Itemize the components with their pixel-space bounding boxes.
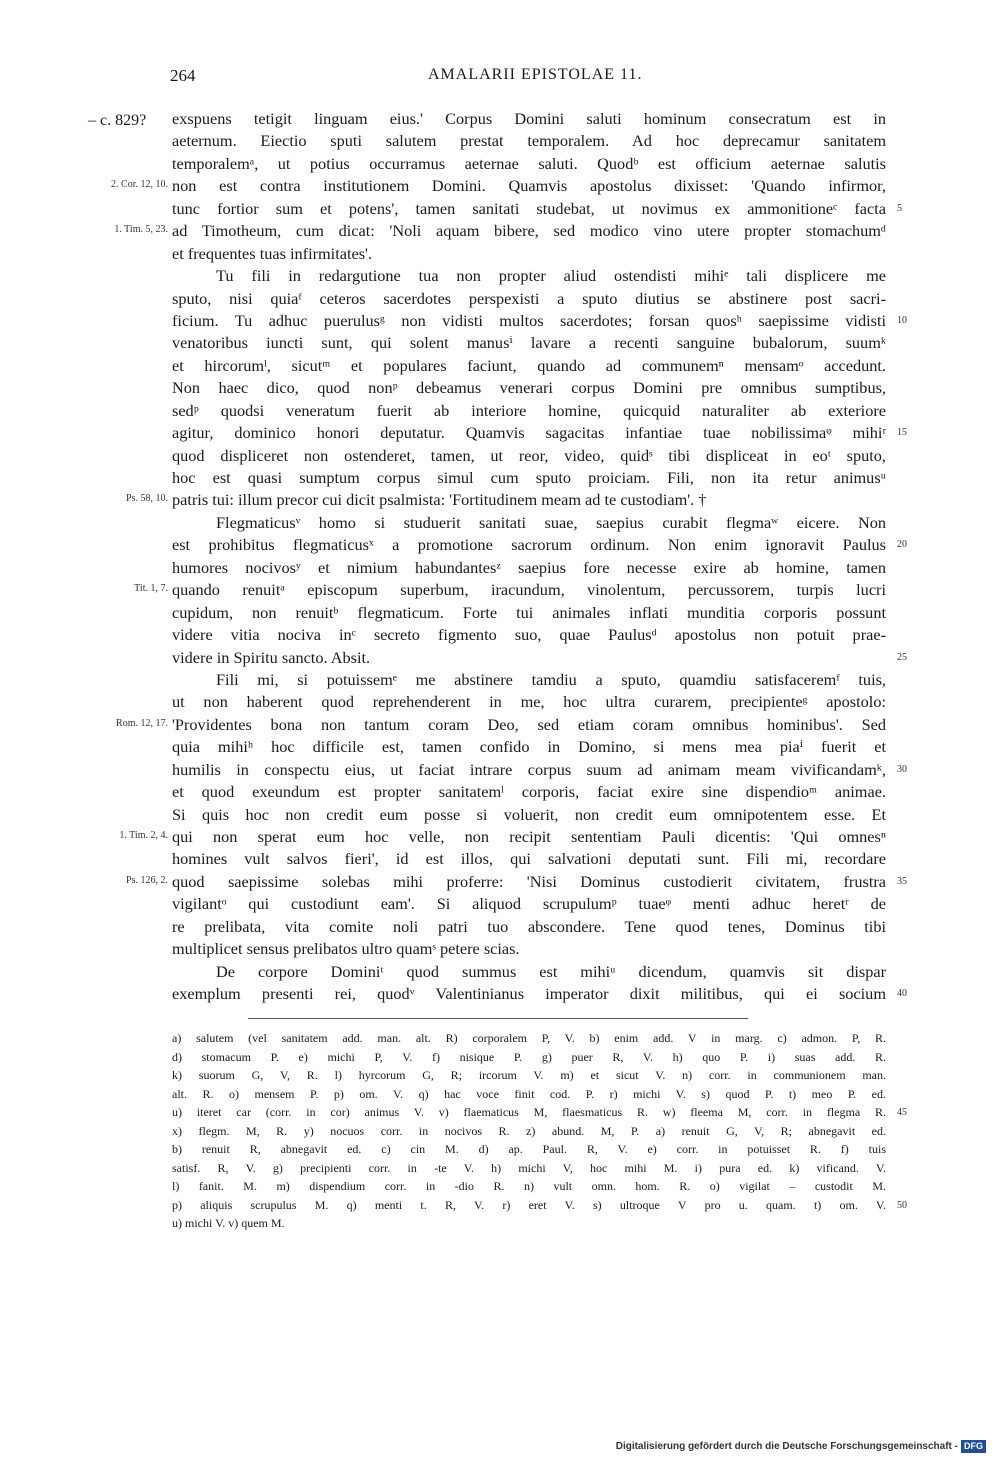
line-text: sputo, nisi quiaᶠ ceteros sacerdotes perspexisti a sputo diutius se abstinere post sacri- (172, 288, 886, 308)
line-text: exemplum presenti rei, quodᵛ Valentinianus imperator dixit militibus, qui ei socium (172, 984, 886, 1004)
footnote-line (0, 1049, 1000, 1068)
text-line (0, 624, 1000, 646)
line-text: Tu fili in redargutione tua non propter aliud ostendisti mihiᵉ tali displicere me (216, 266, 886, 286)
line-text: et quod exeundum est propter sanitatemˡ corporis, faciat exire sine dispendioᵐ animae. (172, 782, 886, 802)
text-line (0, 265, 1000, 287)
line-text: ad Timotheum, cum dicat: 'Noli aquam bibere, sed modico vino utere propter stomachumᵈ (172, 221, 886, 241)
text-line (0, 400, 1000, 422)
text-line (0, 422, 1000, 444)
text-line (0, 669, 1000, 691)
line-text: ficium. Tu adhuc puerulusᵍ non vidisti multos sacerdotes; forsan quosʰ saepissime vidisti (172, 310, 886, 330)
dfg-logo: DFG (961, 1440, 986, 1453)
line-text: aeternum. Eiectio sputi salutem prestat temporalem. Ad hoc deprecamur sanitatem (172, 131, 886, 151)
line-text: agitur, dominico honori deputatur. Quamvis sagacitas infantiae tuae nobilissimaᵠ mihiʳ (172, 423, 886, 443)
line-number: 25 (897, 651, 907, 663)
line-text: ut non haberent quod reprehenderent in me, hoc ultra curarem, precipienteᵍ apostolo: (172, 692, 886, 712)
text-line (0, 983, 1000, 1005)
line-text: homines vult salvos fieri', id est illos, qui salvationi deputati sunt. Fili mi, recordare (172, 849, 886, 869)
text-line (0, 153, 1000, 175)
text-line (0, 512, 1000, 534)
line-text: videre in Spiritu sancto. Absit. (172, 647, 371, 667)
text-line (0, 848, 1000, 870)
line-text: Non haec dico, quod nonᵖ debeamus venerari corpus Domini pre omnibus sumptibus, (172, 378, 886, 398)
footnote-text: a) salutem (vel sanitatem add. man. alt. R) corporalem P, V. b) enim add. V in marg. c) admon. P, R. (172, 1031, 886, 1045)
footnote-line (0, 1086, 1000, 1105)
margin-reference: Ps. 58, 10. (126, 493, 168, 505)
footnote-text: u) iteret car (corr. in cor) animus V. v) flaematicus M, flaesmaticus R. w) fleema M, corr. in flegma R. (172, 1105, 886, 1119)
text-line (0, 916, 1000, 938)
footnote-line (0, 1215, 1000, 1234)
footnote-text: u) michi V. v) quem M. (172, 1216, 285, 1230)
footnote-line (0, 1141, 1000, 1160)
text-line (0, 198, 1000, 220)
text-line (0, 826, 1000, 848)
page-header (0, 66, 1000, 90)
text-line (0, 781, 1000, 803)
line-text: exspuens tetigit linguam eius.' Corpus Domini saluti hominum consecratum est in (172, 109, 886, 128)
line-text: re prelibata, vita comite noli patri tuo abscondere. Tene quod tenes, Dominus tibi (172, 916, 886, 936)
line-number: 10 (897, 314, 907, 326)
text-line (0, 445, 1000, 467)
footnote-text: p) aliquis scrupulus M. q) menti t. R, V. r) eret V. s) ultroque V pro u. quam. t) om. V. (172, 1197, 886, 1212)
line-number: 5 (897, 202, 902, 214)
line-text: qui non sperat eum hoc velle, non recipit sententiam Pauli dicentis: 'Qui omnesⁿ (172, 827, 886, 846)
text-line (0, 579, 1000, 601)
text-line (0, 175, 1000, 197)
text-line (0, 938, 1000, 960)
line-text: sedᵖ quodsi veneratum fuerit ab interiore homine, quicquid naturaliter ab exteriore (172, 400, 886, 420)
line-text: patris tui: illum precor cui dicit psalmista: 'Fortitudinem meam ad te custodiam'. † (172, 490, 707, 510)
footnotes (0, 1030, 1000, 1234)
footnote-text: d) stomacum P. e) michi P, V. f) nisique P. g) puer R, V. h) quo P. i) suas add. R. (172, 1049, 886, 1064)
line-text: hoc est quasi sumptum corpus simul cum sputo proiciam. Fili, non ita retur animusᵘ (172, 468, 886, 487)
text-line (0, 243, 1000, 265)
text-line (0, 355, 1000, 377)
footnote-line (0, 1067, 1000, 1086)
text-line (0, 310, 1000, 332)
footer-text: Digitalisierung gefördert durch die Deutsche Forschungsgemeinschaft - (615, 1440, 958, 1452)
footnote-text: alt. R. o) mensem P. p) om. V. q) hac voce finit cod. P. r) michi V. s) quod P. t) meo P. ed. (172, 1086, 886, 1101)
line-number: 30 (897, 763, 907, 775)
line-text: 'Providentes bona non tantum coram Deo, sed etiam coram omnibus hominibus'. Sed (172, 714, 886, 734)
line-text: vigilantᵒ qui custodiunt eam'. Si aliquod scrupulumᵖ tuaeᵠ menti adhuc heretʳ de (172, 894, 886, 914)
text-line (0, 736, 1000, 758)
text-line (0, 804, 1000, 826)
date-note: – c. 829? (88, 112, 147, 129)
footnote-line (0, 1197, 1000, 1216)
margin-reference: Ps. 126, 2. (126, 874, 168, 886)
text-line (0, 557, 1000, 579)
text-line (0, 377, 1000, 399)
line-text: tunc fortior sum et potens', tamen sanitati studebat, ut novimus ex ammonitioneᶜ facta (172, 198, 886, 218)
line-text: videre vitia nociva inᶜ secreto figmento suo, quae Paulusᵈ apostolus non potuit prae- (172, 625, 886, 645)
line-number: 40 (897, 988, 907, 1000)
line-number: 15 (897, 427, 907, 439)
line-text: Si quis hoc non credit eum posse si voluerit, non credit eum omnipotentem esse. Et (172, 804, 886, 824)
line-text: humores nocivosʸ et nimium habundantesᶻ saepius fore necesse exire ab homine, tamen (172, 557, 886, 577)
footnote-text: b) renuit R, abnegavit ed. c) cin M. d) ap. Paul. R, V. e) corr. in potuisset R. f) tuis (172, 1142, 886, 1156)
text-line (0, 691, 1000, 713)
line-text: et frequentes tuas infirmitates'. (172, 243, 373, 263)
line-number: 35 (897, 875, 907, 887)
text-line (0, 130, 1000, 152)
line-text: De corpore Dominiᵗ quod summus est mihiᵘ dicendum, quamvis sit dispar (216, 961, 886, 981)
line-text: cupidum, non renuitᵇ flegmaticum. Forte tui animales inflati munditia corporis possunt (172, 602, 886, 622)
text-line (0, 759, 1000, 781)
running-title: AMALARII EPISTOLAE 11. (428, 66, 643, 83)
footnote-text: satisf. R, V. g) precipienti corr. in -te V. h) michi V, hoc mihi M. i) pura ed. k) vificand. V. (172, 1160, 886, 1175)
footnote-text: x) flegm. M, R. y) nocuos corr. in nocivos R. z) abund. M, P. a) renuit G, V, R; abnegavit ed. (172, 1123, 886, 1138)
line-text: quia mihiʰ hoc difficile est, tamen confido in Domino, si mens mea piaⁱ fuerit et (172, 737, 886, 757)
line-text: multiplicet sensus prelibatos ultro quamˢ petere scias. (172, 939, 520, 959)
text-line (0, 108, 1000, 130)
footer (616, 1439, 986, 1453)
page-number: 264 (170, 66, 196, 85)
footnote-line (0, 1178, 1000, 1197)
footnote-text: k) suorum G, V, R. l) hyrcorum G, R; ircorum V. m) et sicut V. n) corr. in communionem man. (172, 1068, 886, 1082)
margin-reference: 1. Tim. 5, 23. (114, 224, 168, 236)
line-number: 50 (897, 1199, 907, 1211)
margin-reference: Tit. 1, 7. (134, 583, 168, 595)
text-line (0, 534, 1000, 556)
line-text: non est contra institutionem Domini. Quamvis apostolus dixisset: 'Quando infirmor, (172, 176, 886, 196)
footnote-text: l) fanit. M. m) dispendium corr. in -dio R. n) vult omn. hom. R. o) vigilat – custodit M. (172, 1179, 886, 1193)
footnote-line (0, 1123, 1000, 1142)
text-line (0, 961, 1000, 983)
text-line (0, 714, 1000, 736)
footnote-line (0, 1160, 1000, 1179)
text-line (0, 489, 1000, 511)
text-line (0, 467, 1000, 489)
footnote-line (0, 1104, 1000, 1123)
footnote-line (0, 1030, 1000, 1049)
text-line (0, 220, 1000, 242)
text-line (0, 288, 1000, 310)
line-number: 45 (897, 1107, 907, 1118)
footnote-divider (248, 1018, 748, 1019)
text-line (0, 602, 1000, 624)
margin-reference: 1. Tim. 2, 4. (119, 830, 168, 841)
main-text (0, 108, 1000, 1006)
margin-reference: Rom. 12, 17. (116, 717, 168, 729)
text-line (0, 893, 1000, 915)
line-text: venatoribus iuncti sunt, qui solent manusⁱ lavare a recenti sanguine bubalorum, suumᵏ (172, 333, 886, 353)
line-text: humilis in conspectu eius, ut faciat intrare corpus suum ad animam meam vivificandamᵏ, (172, 759, 886, 779)
line-text: Flegmaticusᵛ homo si studuerit sanitati suae, saepius curabit flegmaʷ eicere. Non (216, 512, 886, 532)
text-line (0, 647, 1000, 669)
line-text: quando renuitᵃ episcopum superbum, iracundum, vinolentum, percussorem, turpis lucri (172, 580, 886, 600)
text-line (0, 332, 1000, 354)
margin-reference: 2. Cor. 12, 10. (111, 179, 168, 191)
line-text: et hircorumˡ, sicutᵐ et populares faciunt, quando ad communemⁿ mensamᵒ accedunt. (172, 355, 886, 375)
line-text: Fili mi, si potuissemᵉ me abstinere tamdiu a sputo, quamdiu satisfaceremᶠ tuis, (216, 669, 886, 689)
line-text: quod displiceret non ostenderet, tamen, ut reor, video, quidˢ tibi displiceat in eoᵗ sputo, (172, 445, 886, 465)
line-text: est prohibitus flegmaticusˣ a promotione sacrorum ordinum. Non enim ignoravit Paulus (172, 535, 886, 555)
line-text: quod saepissime solebas mihi proferre: 'Nisi Dominus custodierit civitatem, frustra (172, 871, 886, 891)
line-number: 20 (897, 539, 907, 551)
text-line (0, 871, 1000, 893)
line-text: temporalemᵃ, ut potius occurramus aeternae saluti. Quodᵇ est officium aeternae salutis (172, 153, 886, 173)
